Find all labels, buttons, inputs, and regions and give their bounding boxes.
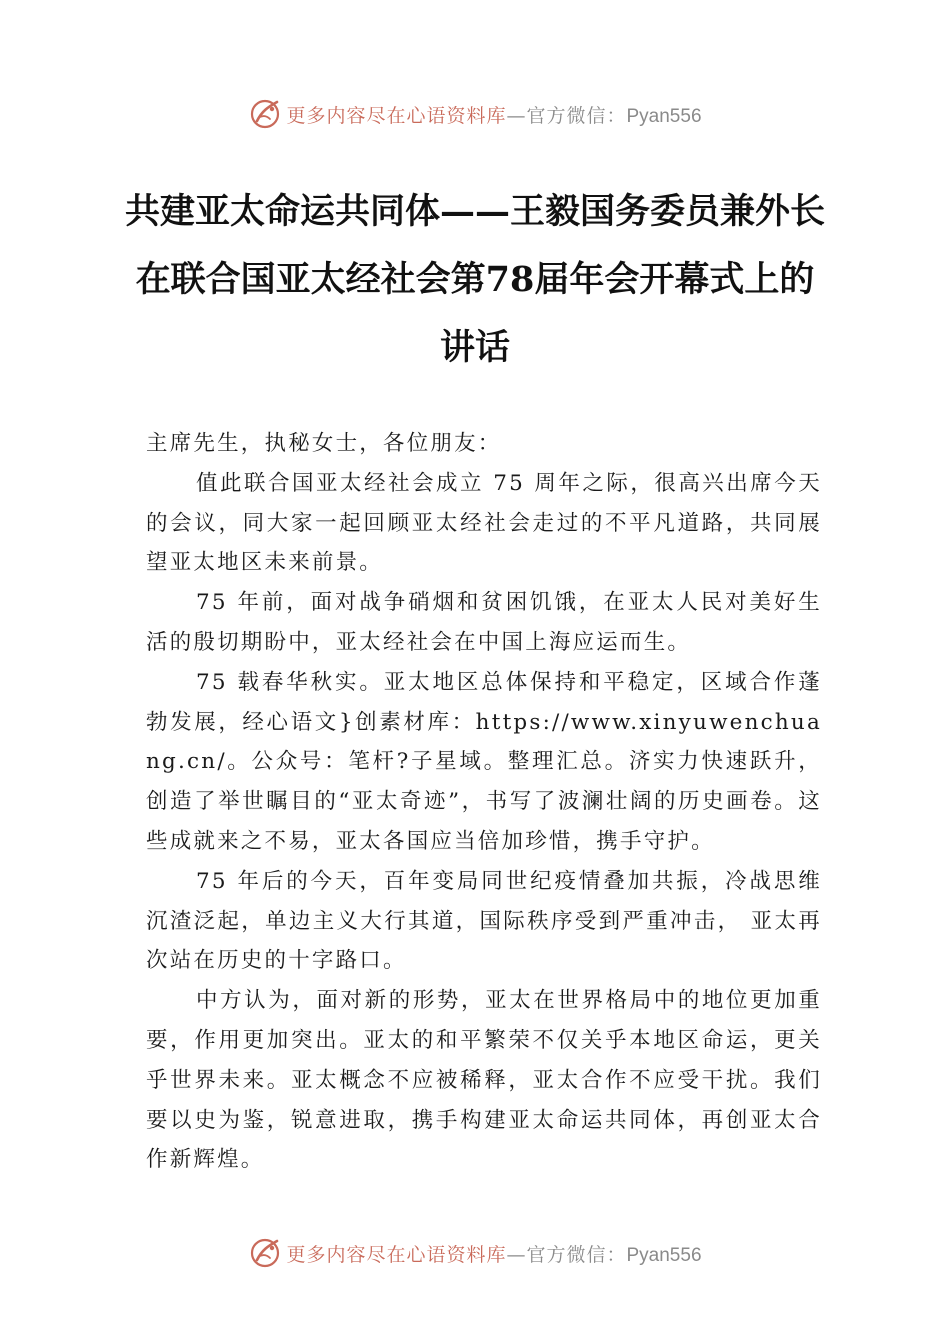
salutation: 主席先生，执秘女士，各位朋友： — [146, 431, 502, 456]
banner-text-gray: —官方微信： — [506, 104, 627, 127]
banner-handle: Pyan556 — [626, 105, 702, 127]
banner-text-red: 更多内容尽在心语资料库 — [286, 104, 507, 127]
paragraph: 75 年前，面对战争硝烟和贫困饥饿，在亚太人民对美好生活的殷切期盼中，亚太经社会在中国上海应运而生。 — [146, 590, 822, 655]
logo-icon — [248, 97, 282, 131]
footer-banner — [0, 1233, 950, 1273]
header-banner — [0, 94, 950, 134]
document-title: 共建亚太命运共同体——王毅国务委员兼外长在联合国亚太经社会第78届年会开幕式上的讲话 — [124, 191, 825, 368]
banner-handle: Pyan556 — [626, 1244, 702, 1266]
paragraph: 75 载春华秋实。亚太地区总体保持和平稳定，区域合作蓬勃发展，经心语文}创素材库：https://www.xinyuwenchuang.cn/。公众号：笔杆?子星域。整理汇总。济实力快速跃升，创造了举世瞩目的“亚太奇迹”，书写了波澜壮阔的历史画卷。这些成就来之不易，亚太各国应当倍加珍惜，携手守护。 — [146, 669, 822, 854]
banner-text-red: 更多内容尽在心语资料库 — [286, 1243, 507, 1266]
paragraph: 值此联合国亚太经社会成立 75 周年之际，很高兴出席今天的会议，同大家一起回顾亚太经社会走过的不平凡道路，共同展望亚太地区未来前景。 — [146, 470, 822, 576]
banner-text — [286, 101, 701, 128]
banner-text — [286, 1240, 701, 1267]
banner-text-gray: —官方微信： — [506, 1243, 627, 1266]
logo-icon — [248, 1236, 282, 1270]
document-body — [146, 424, 822, 1180]
paragraph: 中方认为，面对新的形势，亚太在世界格局中的地位更加重要，作用更加突出。亚太的和平繁荣不仅关乎本地区命运，更关乎世界未来。亚太概念不应被稀释，亚太合作不应受干扰。我们要以史为鉴，锐意进取，携手构建亚太命运共同体，再创亚太合作新辉煌。 — [146, 988, 822, 1173]
paragraph: 75 年后的今天，百年变局同世纪疫情叠加共振，冷战思维沉渣泛起，单边主义大行其道，国际秩序受到严重冲击， 亚太再次站在历史的十字路口。 — [146, 868, 822, 974]
